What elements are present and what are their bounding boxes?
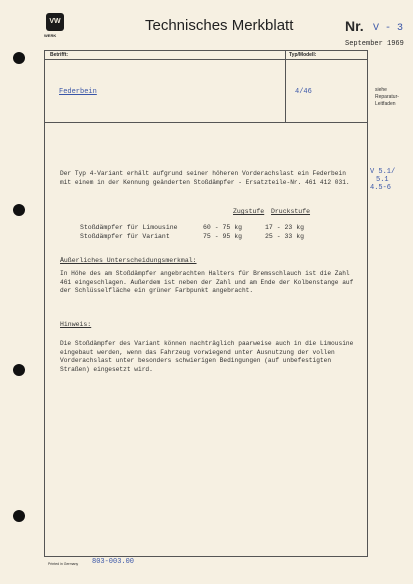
side-note-line: Leitfaden [375, 101, 396, 107]
punch-hole-bottom [13, 510, 25, 522]
side-note-line: Reparatur- [375, 94, 399, 100]
document-frame [44, 50, 368, 557]
punch-hole-top [13, 52, 25, 64]
page-title: Technisches Merkblatt [145, 17, 294, 34]
header-label-line [45, 59, 367, 60]
table-row-label: Stoßdämpfer für Variant [80, 233, 170, 240]
side-note-line: siehe [375, 87, 387, 93]
typ-modell-label: Typ/Modell: [289, 52, 317, 58]
table-row-druckstufe: 17 - 23 kg [265, 224, 305, 231]
typ-modell-value: 4/46 [295, 88, 312, 96]
table-row-label: Stoßdämpfer für Limousine [80, 224, 178, 231]
punch-hole-lower-mid [13, 364, 25, 376]
margin-reference-line: V 5.1/ [370, 168, 396, 176]
section-text-hinweis: Die Stoßdämpfer des Variant können nachträglich paarweise auch in die Limousine eingebaut werden, wenn das Fahrzeug vorwiegend unter Ausnutzung der vollen Vorderachslast unter besonders schwierigen Bedingungen (auf unbefestigten Straßen) eingesetzt wird. [60, 340, 354, 373]
nr-label: Nr. [345, 18, 364, 34]
side-note [375, 87, 399, 108]
margin-reference [370, 168, 395, 192]
intro-paragraph: Der Typ 4-Variant erhält aufgrund seiner höheren Vorderachslast ein Federbein mit einem in der Kennung geänderten Stoßdämpfer - Ersatzteile-Nr. 461 412 031. [60, 170, 350, 186]
punch-hole-upper-mid [13, 204, 25, 216]
table-header-zugstufe: Zugstufe [233, 208, 265, 215]
footer-document-number: 803-003.00 [92, 558, 135, 566]
section-heading-unterscheidungsmerkmal: Äußerliches Unterscheidungsmerkmal: [60, 257, 197, 264]
nr-value: V - 3 [373, 23, 404, 34]
margin-reference-line: 4.5-6 [370, 184, 392, 192]
logo-subtitle: WERK [44, 33, 57, 38]
table-row-druckstufe: 25 - 33 kg [265, 233, 305, 240]
section-text-unterscheidungsmerkmal: In Höhe des am Stoßdämpfer angebrachten Halters für Bremsschlauch ist die Zahl 461 eingeschlagen. Außerdem ist neben der Zahl und am Ende der Kolbenstange auf der Schlüsselfläche ein grüner Farbpunkt angebracht. [60, 270, 354, 294]
footer-printed-note: Printed in Germany [48, 562, 79, 566]
betrifft-value: Federbein [59, 88, 97, 96]
table-row-zugstufe: 60 - 75 kg [203, 224, 243, 231]
section-heading-hinweis: Hinweis: [60, 321, 92, 328]
header-block [45, 51, 367, 123]
issue-date: September 1969 [345, 40, 404, 48]
betrifft-label: Betrifft: [50, 52, 69, 58]
table-row-zugstufe: 75 - 95 kg [203, 233, 243, 240]
header-divider [285, 51, 286, 122]
table-header-druckstufe: Druckstufe [271, 208, 311, 215]
margin-reference-line: 5.1 [376, 176, 389, 184]
vw-logo-icon: VW [46, 13, 64, 31]
